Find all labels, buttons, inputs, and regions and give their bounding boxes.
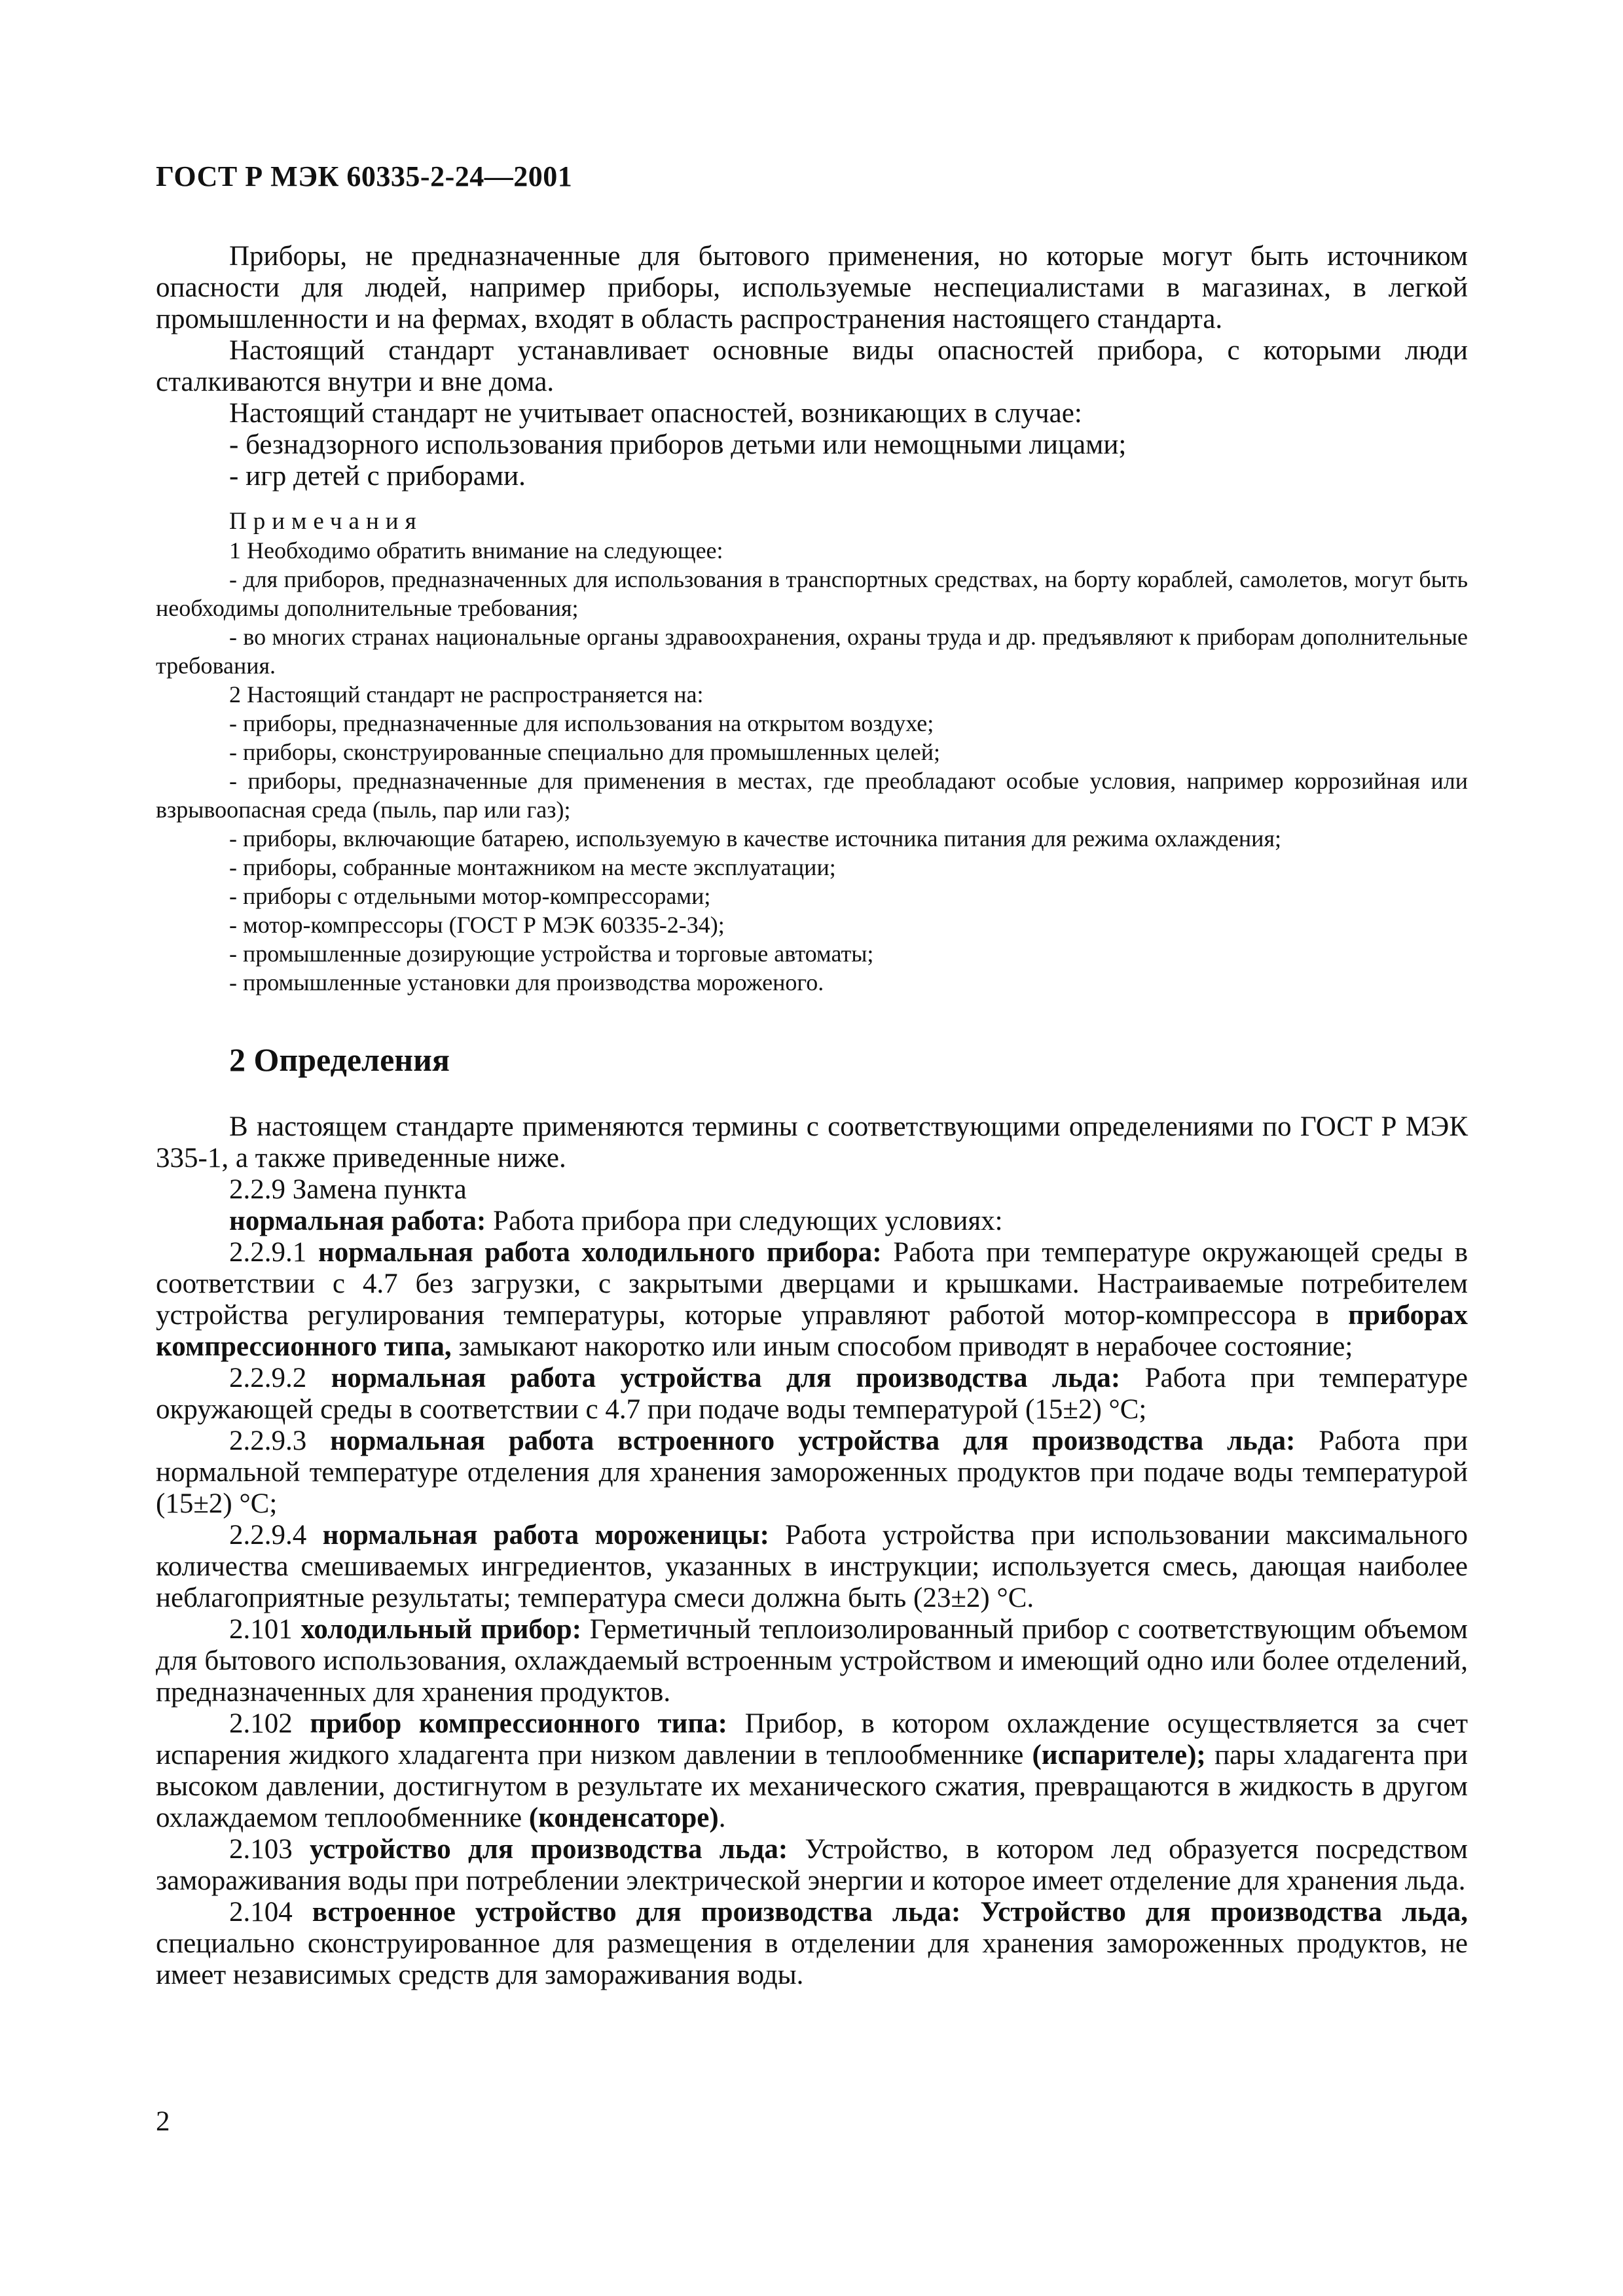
term: прибор компрессионного типа: bbox=[310, 1708, 728, 1739]
note-item: 1 Необходимо обратить внимание на следующее: bbox=[229, 537, 723, 564]
term: (конденсаторе) bbox=[528, 1803, 719, 1833]
term: (испарителе); bbox=[1032, 1740, 1206, 1770]
definition-text: пары хладагента при высоком давлении, достигнутом в результате их механического сжатия, превращаются в жидкость в другом охлаждаемом теплообменнике bbox=[156, 1740, 1468, 1833]
definition-text: Прибор, в котором охлаждение осуществляется за счет испарения жидкого хладагента при низком давлении в теплообменнике bbox=[156, 1708, 1468, 1770]
definition-2-103 bbox=[156, 1834, 1468, 1897]
definition-text: Устройство, в котором лед образуется посредством замораживания воды при потреблении электрической энергии и которое имеет отделение для хранения льда. bbox=[156, 1834, 1468, 1896]
term: нормальная работа холодильного прибора: bbox=[318, 1237, 882, 1268]
definition-text: Работа устройства при использовании максимального количества смешиваемых ингредиентов, указанных в инструкции; используется смесь, дающая наиболее неблагоприятные результаты; температура смеси должна быть (23±2) °С. bbox=[156, 1520, 1468, 1613]
notes-title: Примечания bbox=[229, 508, 423, 535]
term: нормальная работа мороженицы: bbox=[322, 1520, 769, 1551]
definition-text: Работа прибора при следующих условиях: bbox=[486, 1206, 1003, 1236]
definition-2-102 bbox=[156, 1708, 1468, 1834]
note-item: - мотор-компрессоры (ГОСТ Р МЭК 60335-2-34); bbox=[229, 912, 725, 938]
definition-normal-operation bbox=[156, 1206, 1468, 1237]
replace-clause: 2.2.9 Замена пункта bbox=[229, 1174, 467, 1205]
definition-2-2-9-3 bbox=[156, 1426, 1468, 1520]
term: Устройство для производства льда, bbox=[960, 1897, 1468, 1928]
clause-number: 2.2.9.4 bbox=[229, 1520, 323, 1551]
term: холодильный прибор: bbox=[301, 1614, 582, 1645]
note-item: - приборы, сконструированные специально для промышленных целей; bbox=[229, 739, 940, 765]
intro-paragraph: Настоящий стандарт не учитывает опасностей, возникающих в случае: bbox=[229, 398, 1082, 429]
clause-number: 2.2.9.1 bbox=[229, 1237, 318, 1268]
definition-text: . bbox=[718, 1803, 726, 1833]
definitions-block bbox=[156, 1111, 1468, 1991]
note-item: - приборы с отдельными мотор-компрессорами; bbox=[229, 883, 711, 909]
definition-text: Работа при температуре окружающей среды в соответствии с 4.7 без загрузки, с закрытыми дверцами и крышками. Настраиваемые потребителем устройства регулирования температуры, которые управляют работой мотор-компрессора в bbox=[156, 1237, 1468, 1331]
document-header: ГОСТ Р МЭК 60335-2-24—2001 bbox=[156, 160, 573, 192]
note-item: - приборы, предназначенные для использования на открытом воздухе; bbox=[229, 710, 934, 736]
term: нормальная работа встроенного устройства для производства льда: bbox=[330, 1426, 1296, 1456]
definition-2-101 bbox=[156, 1614, 1468, 1708]
note-item: - приборы, предназначенные для применения в местах, где преобладают особые условия, например коррозийная или взрывоопасная среда (пыль, пар или газ); bbox=[156, 768, 1468, 823]
definition-text: Работа при нормальной температуре отделения для хранения замороженных продуктов при подаче воды температурой (15±2) °С; bbox=[156, 1426, 1468, 1519]
clause-number: 2.103 bbox=[229, 1834, 310, 1865]
term: нормальная работа: bbox=[229, 1206, 486, 1236]
definition-2-2-9-1 bbox=[156, 1237, 1468, 1363]
section-title: 2 Определения bbox=[229, 1041, 450, 1078]
intro-paragraph: Настоящий стандарт устанавливает основные виды опасностей прибора, с которыми люди сталкиваются внутри и вне дома. bbox=[156, 335, 1468, 397]
intro-text bbox=[156, 241, 1468, 492]
page-number: 2 bbox=[156, 2106, 170, 2137]
note-item: - приборы, включающие батарею, используемую в качестве источника питания для режима охлаждения; bbox=[229, 825, 1282, 852]
definition-text: замыкают накоротко или иным способом приводят в нерабочее состояние; bbox=[451, 1331, 1353, 1362]
notes-block bbox=[156, 507, 1468, 997]
term: приборах компрессионного типа, bbox=[156, 1300, 1468, 1362]
clause-number: 2.2.9.2 bbox=[229, 1363, 331, 1393]
note-item: - промышленные дозирующие устройства и торговые автоматы; bbox=[229, 941, 874, 967]
term: нормальная работа устройства для производства льда: bbox=[331, 1363, 1121, 1393]
clause-number: 2.101 bbox=[229, 1614, 301, 1645]
definition-text: специально сконструированное для размещения в отделении для хранения замороженных продуктов, не имеет независимых средств для замораживания воды. bbox=[156, 1928, 1468, 1990]
note-item: - для приборов, предназначенных для использования в транспортных средствах, на борту кораблей, самолетов, могут быть необходимы дополнительные требования; bbox=[156, 566, 1468, 621]
definition-text: Герметичный теплоизолированный прибор с соответствующим объемом для бытового использования, охлаждаемый встроенным устройством и имеющий одно или более отделений, предназначенных для хранения продуктов. bbox=[156, 1614, 1468, 1708]
clause-number: 2.104 bbox=[229, 1897, 312, 1928]
note-item: - во многих странах национальные органы здравоохранения, охраны труда и др. предъявляют к приборам дополнительные требования. bbox=[156, 624, 1468, 679]
intro-list-item: - игр детей с приборами. bbox=[229, 461, 526, 492]
definition-2-2-9-4 bbox=[156, 1520, 1468, 1614]
definition-text: Работа при температуре окружающей среды в соответствии с 4.7 при подаче воды температурой (15±2) °С; bbox=[156, 1363, 1468, 1425]
term: устройство для производства льда: bbox=[310, 1834, 788, 1865]
definitions-intro: В настоящем стандарте применяются термины с соответствующими определениями по ГОСТ Р МЭК 335-1, а также приведенные ниже. bbox=[156, 1111, 1468, 1174]
definition-2-2-9-2 bbox=[156, 1363, 1468, 1426]
intro-paragraph: Приборы, не предназначенные для бытового применения, но которые могут быть источником опасности для людей, например приборы, используемые неспециалистами в магазинах, в легкой промышленности и на фермах, входят в область распространения настоящего стандарта. bbox=[156, 241, 1468, 334]
term: встроенное устройство для производства льда: bbox=[312, 1897, 961, 1928]
note-item: 2 Настоящий стандарт не распространяется на: bbox=[229, 681, 704, 708]
clause-number: 2.102 bbox=[229, 1708, 310, 1739]
definition-2-104 bbox=[156, 1897, 1468, 1991]
note-item: - приборы, собранные монтажником на месте эксплуатации; bbox=[229, 854, 836, 880]
intro-list-item: - безнадзорного использования приборов детьми или немощными лицами; bbox=[229, 429, 1127, 460]
clause-number: 2.2.9.3 bbox=[229, 1426, 331, 1456]
note-item: - промышленные установки для производства мороженого. bbox=[229, 969, 824, 996]
